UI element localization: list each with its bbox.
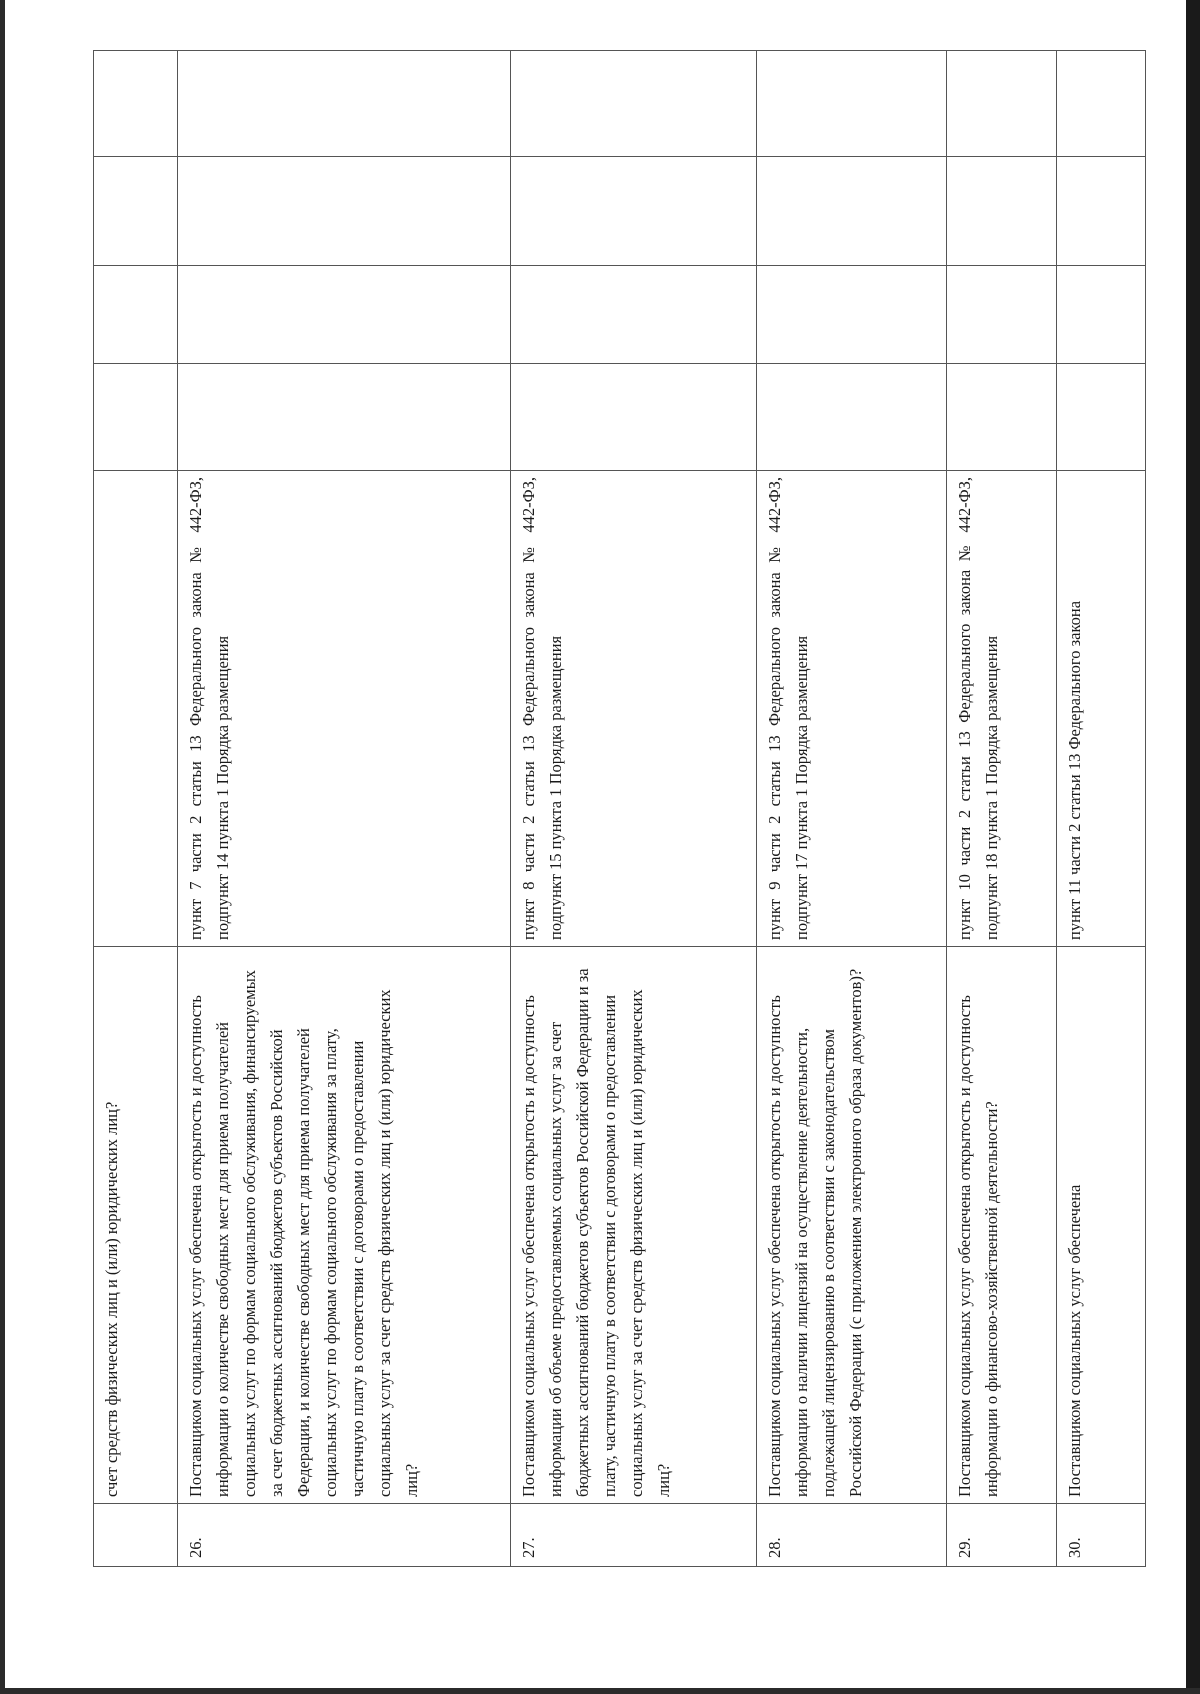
remarks-cell	[757, 51, 947, 157]
question-cell: Поставщиком социальных услуг обеспечена	[1057, 947, 1146, 1504]
table-row	[1057, 51, 1146, 1567]
remarks-cell	[1057, 51, 1146, 157]
row-number: 26.	[178, 1504, 511, 1567]
row-number	[94, 1504, 178, 1567]
answer-cell	[511, 364, 757, 471]
scan-edge-bottom	[0, 1688, 1200, 1694]
law-reference-cell: пункт 8 части 2 статьи 13 Федерального закона № 442-ФЗ, подпункт 15 пункта 1 Порядка размещения	[511, 471, 757, 947]
remarks-cell	[94, 51, 178, 157]
remarks-cell	[947, 51, 1057, 157]
answer-cell	[178, 266, 511, 364]
remarks-cell	[178, 51, 511, 157]
answer-cell	[178, 157, 511, 266]
answer-cell	[1057, 157, 1146, 266]
answer-cell	[757, 157, 947, 266]
answer-cell	[94, 266, 178, 364]
scan-edge-left	[0, 0, 5, 1694]
checklist-table	[93, 50, 1146, 1567]
answer-cell	[757, 266, 947, 364]
answer-cell	[947, 157, 1057, 266]
table-row	[947, 51, 1057, 1567]
law-reference-cell	[94, 471, 178, 947]
row-number: 27.	[511, 1504, 757, 1567]
answer-cell	[1057, 266, 1146, 364]
law-reference-cell: пункт 11 части 2 статьи 13 Федерального закона	[1057, 471, 1146, 947]
row-number: 29.	[947, 1504, 1057, 1567]
table-row	[757, 51, 947, 1567]
answer-cell	[511, 157, 757, 266]
answer-cell	[94, 364, 178, 471]
question-cell: Поставщиком социальных услуг обеспечена открытость и доступность информации о финансово-хозяйственной деятельности?	[947, 947, 1057, 1504]
answer-cell	[511, 266, 757, 364]
answer-cell	[94, 157, 178, 266]
answer-cell	[947, 364, 1057, 471]
row-number: 30.	[1057, 1504, 1146, 1567]
answer-cell	[1057, 364, 1146, 471]
table-row	[511, 51, 757, 1567]
row-number: 28.	[757, 1504, 947, 1567]
scan-edge-right	[1186, 0, 1200, 1694]
table-row	[94, 51, 178, 1567]
law-reference-cell: пункт 10 части 2 статьи 13 Федерального закона № 442-ФЗ, подпункт 18 пункта 1 Порядка размещения	[947, 471, 1057, 947]
law-reference-cell: пункт 9 части 2 статьи 13 Федерального закона № 442-ФЗ, подпункт 17 пункта 1 Порядка размещения	[757, 471, 947, 947]
rotated-page	[93, 51, 1145, 1567]
law-reference-cell: пункт 7 части 2 статьи 13 Федерального закона № 442-ФЗ, подпункт 14 пункта 1 Порядка размещения	[178, 471, 511, 947]
question-cell: счет средств физических лиц и (или) юридических лиц?	[94, 947, 178, 1504]
question-cell: Поставщиком социальных услуг обеспечена открытость и доступность информации о количестве свободных мест для приема получателей социальных услуг по формам социального обслуживания, финансируемых за счет бюджетных ассигнований бюджетов субъектов Российской Федерации, и количестве свободных мест для приема получателей социальных услуг по формам социального обслуживания за плату, частичную плату в соответствии с договорами о предоставлении социальных услуг за счет средств физических лиц и (или) юридических лиц?	[178, 947, 511, 1504]
answer-cell	[178, 364, 511, 471]
question-cell: Поставщиком социальных услуг обеспечена открытость и доступность информации об объеме предоставляемых социальных услуг за счет бюджетных ассигнований бюджетов субъектов Российской Федерации и за плату, частичную плату в соответствии с договорами о предоставлении социальных услуг за счет средств физических лиц и (или) юридических лиц?	[511, 947, 757, 1504]
question-cell: Поставщиком социальных услуг обеспечена открытость и доступность информации о наличии лицензий на осуществление деятельности, подлежащей лицензированию в соответствии с законодательством Российской Федерации (с приложением электронного образа документов)?	[757, 947, 947, 1504]
answer-cell	[757, 364, 947, 471]
table-row	[178, 51, 511, 1567]
answer-cell	[947, 266, 1057, 364]
remarks-cell	[511, 51, 757, 157]
